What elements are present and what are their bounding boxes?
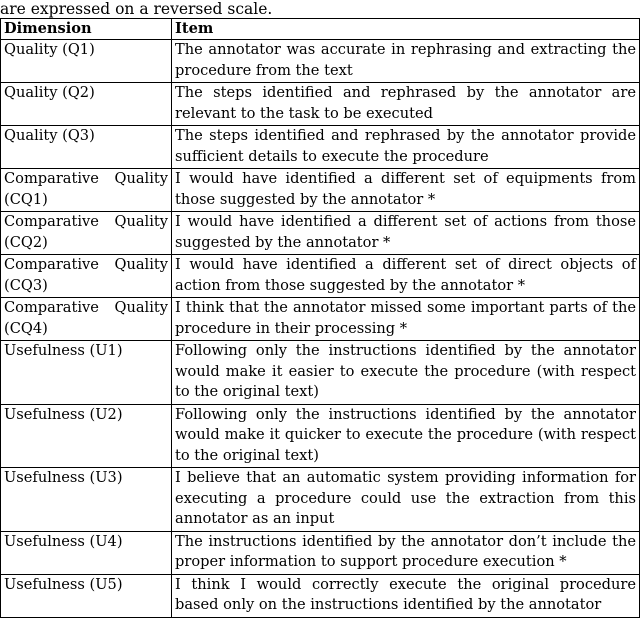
item-cell: The instructions identified by the annotator don’t include the proper information to support procedure execution * (172, 531, 640, 574)
dimension-column-header: Dimension (1, 19, 172, 40)
dimension-cell: Comparative Quality (CQ3) (1, 255, 172, 298)
table-row (1, 169, 640, 212)
table-row (1, 126, 640, 169)
table-row (1, 298, 640, 341)
item-cell: The annotator was accurate in rephrasing and extracting the procedure from the text (172, 40, 640, 83)
evaluation-items-table (0, 18, 640, 618)
item-cell: I would have identified a different set of actions from those suggested by the annotator * (172, 212, 640, 255)
dimension-cell: Comparative Quality (CQ4) (1, 298, 172, 341)
table-row (1, 404, 640, 468)
dimension-cell: Quality (Q2) (1, 83, 172, 126)
item-cell: Following only the instructions identified by the annotator would make it easier to execute the procedure (with respect to the original text) (172, 341, 640, 405)
item-cell: I think I would correctly execute the original procedure based only on the instructions identified by the annotator (172, 574, 640, 617)
dimension-cell: Quality (Q3) (1, 126, 172, 169)
dimension-cell: Usefulness (U4) (1, 531, 172, 574)
table-row (1, 468, 640, 532)
dimension-cell: Usefulness (U2) (1, 404, 172, 468)
item-cell: I would have identified a different set of direct objects of action from those suggested by the annotator * (172, 255, 640, 298)
item-cell: I think that the annotator missed some important parts of the procedure in their processing * (172, 298, 640, 341)
item-cell: Following only the instructions identified by the annotator would make it quicker to execute the procedure (with respect to the original text) (172, 404, 640, 468)
dimension-cell: Quality (Q1) (1, 40, 172, 83)
table-row (1, 255, 640, 298)
dimension-cell: Usefulness (U3) (1, 468, 172, 532)
table-row (1, 341, 640, 405)
dimension-cell: Usefulness (U5) (1, 574, 172, 617)
table-row (1, 531, 640, 574)
item-cell: I would have identified a different set of equipments from those suggested by the annotator * (172, 169, 640, 212)
item-cell: I believe that an automatic system providing information for executing a procedure could use the extraction from this annotator as an input (172, 468, 640, 532)
table-row (1, 40, 640, 83)
item-cell: The steps identified and rephrased by the annotator are relevant to the task to be executed (172, 83, 640, 126)
item-cell: The steps identified and rephrased by the annotator provide sufficient details to execute the procedure (172, 126, 640, 169)
dimension-cell: Usefulness (U1) (1, 341, 172, 405)
dimension-cell: Comparative Quality (CQ2) (1, 212, 172, 255)
caption-tail: are expressed on a reversed scale. (0, 0, 273, 18)
table-row (1, 83, 640, 126)
dimension-cell: Comparative Quality (CQ1) (1, 169, 172, 212)
item-column-header: Item (172, 19, 640, 40)
table-header-row (1, 19, 640, 40)
table-row (1, 574, 640, 617)
table-row (1, 212, 640, 255)
